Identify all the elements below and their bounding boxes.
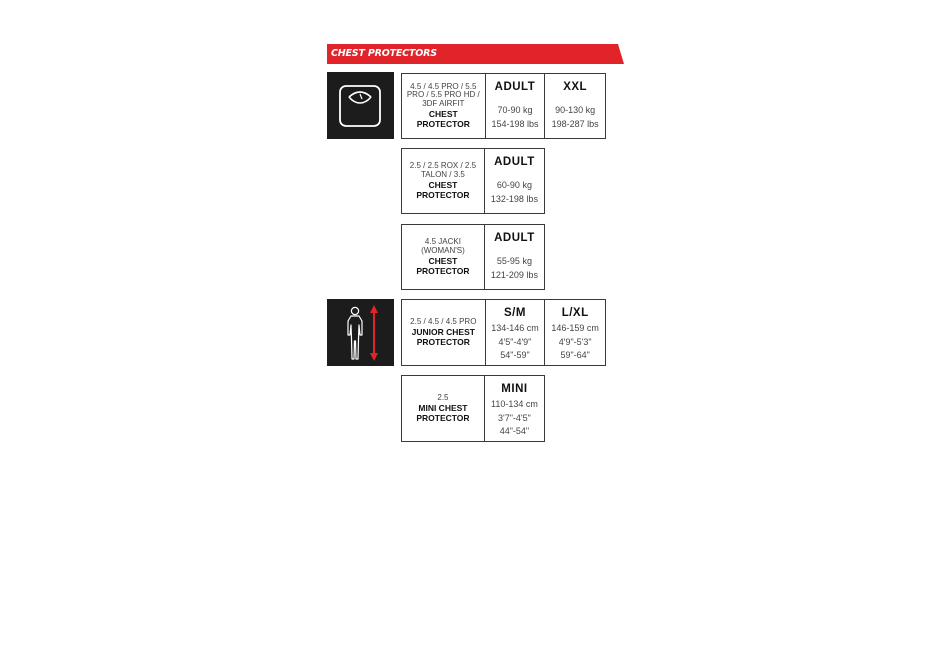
product-type: CHEST PROTECTOR (416, 109, 470, 129)
weight-lbs: 132-198 lbs (490, 193, 538, 204)
product-type: MINI CHEST PROTECTOR (416, 403, 470, 423)
size-label: ADULT (494, 81, 536, 93)
size-column (486, 300, 546, 365)
model-list: 4.5 JACKI (WOMAN'S) (421, 237, 465, 255)
weight-kg: 70-90 kg (497, 105, 533, 115)
size-label: ADULT (494, 156, 535, 168)
height-cm: 110-134 cm (491, 399, 538, 409)
size-column (485, 225, 544, 289)
size-table-junior (401, 299, 606, 366)
size-label: L/XL (561, 307, 589, 319)
height-in: 59"-64" (560, 350, 590, 360)
size-table-mini (401, 375, 545, 442)
size-column (545, 300, 605, 365)
weight-lbs: 154-198 lbs (491, 118, 539, 129)
model-list: 2.5 (437, 392, 449, 402)
height-cm: 146-159 cm (551, 323, 599, 333)
height-in: 54"-59" (500, 350, 530, 360)
product-name-cell (402, 74, 486, 138)
section-banner (327, 44, 624, 64)
height-in: 44"-54" (499, 426, 530, 436)
weight-kg: 55-95 kg (496, 256, 532, 266)
product-name-cell (402, 376, 485, 441)
height-ft-in: 4'5"-4'9" (498, 336, 532, 347)
size-label: ADULT (494, 232, 535, 244)
height-ft-in: 4'9"-5'3" (558, 336, 592, 347)
person-height-icon (327, 299, 394, 366)
weight-lbs: 121-209 lbs (490, 269, 538, 280)
product-type: CHEST PROTECTOR (416, 180, 470, 200)
model-list: 4.5 / 4.5 PRO / 5.5 PRO / 5.5 PRO HD / 3DF AIRFIT (406, 81, 480, 108)
product-name-cell (402, 300, 486, 365)
size-label: XXL (563, 81, 588, 93)
size-label: MINI (501, 383, 528, 395)
section-title: CHEST PROTECTORS (331, 48, 437, 59)
product-name-cell (402, 225, 485, 289)
size-column (485, 149, 544, 213)
size-label: S/M (503, 307, 526, 319)
weight-kg: 90-130 kg (555, 105, 596, 115)
height-icon-box (327, 299, 394, 366)
height-cm: 134-146 cm (491, 323, 539, 333)
size-column (485, 376, 544, 441)
size-table-adult-premium (401, 73, 606, 139)
weight-lbs: 198-287 lbs (551, 118, 599, 129)
product-type: CHEST PROTECTOR (416, 256, 470, 276)
weight-kg: 60-90 kg (496, 180, 532, 190)
size-column (486, 74, 546, 138)
weight-icon-box (327, 72, 394, 139)
model-list: 2.5 / 4.5 / 4.5 PRO (410, 316, 477, 326)
size-table-womans (401, 224, 545, 290)
product-type: JUNIOR CHEST PROTECTOR (411, 327, 475, 347)
bathroom-scale-icon (327, 72, 394, 139)
height-ft-in: 3'7"-4'5" (498, 412, 531, 423)
model-list: 2.5 / 2.5 ROX / 2.5 TALON / 3.5 (409, 161, 477, 179)
size-table-adult-standard (401, 148, 545, 214)
size-column (545, 74, 605, 138)
product-name-cell (402, 149, 485, 213)
